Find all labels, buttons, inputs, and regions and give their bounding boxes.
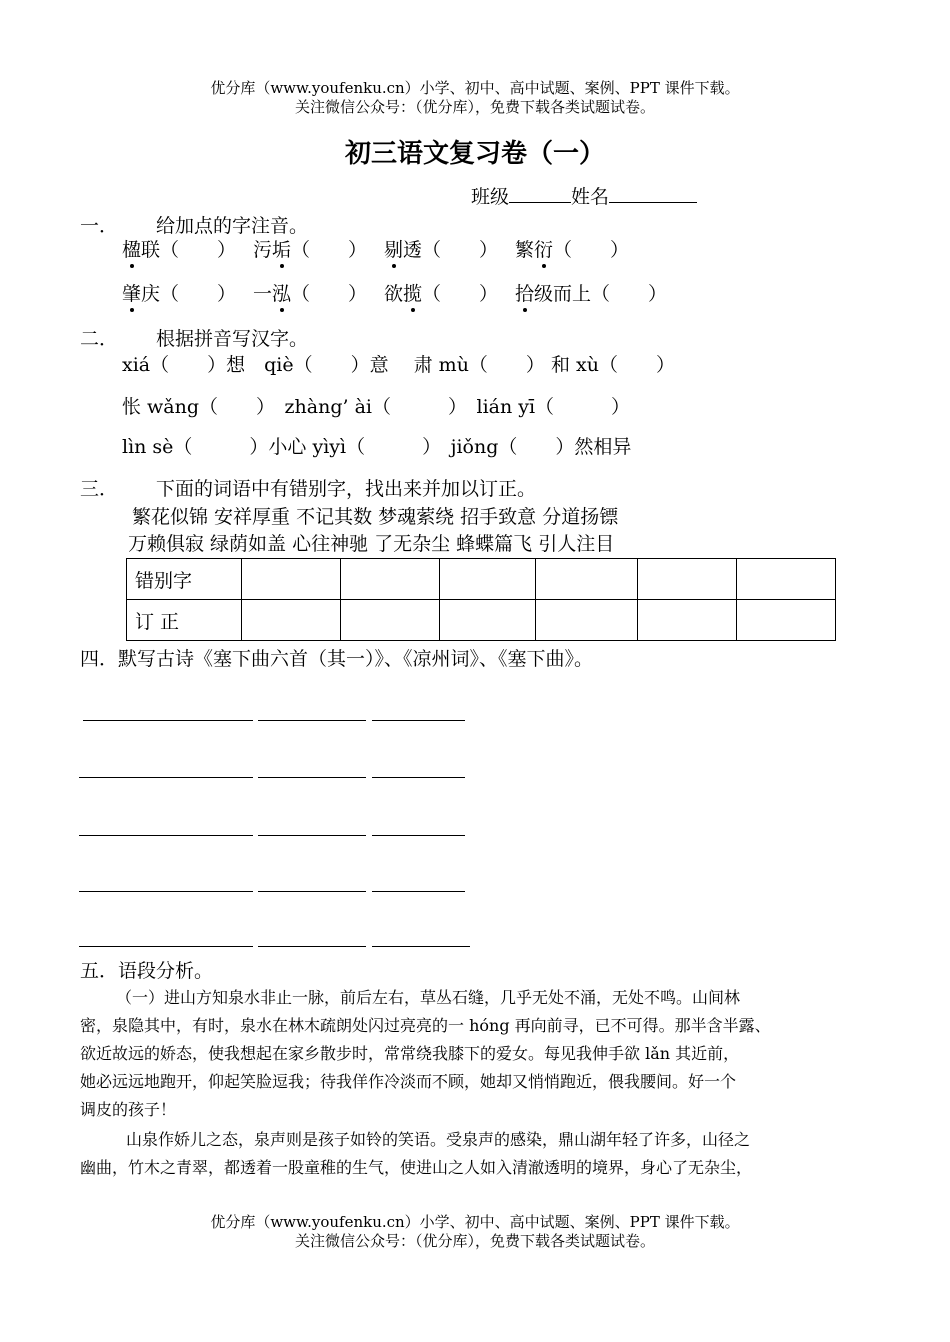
q1-item: 拾级而上（ ） (515, 283, 668, 305)
table-cell[interactable] (242, 600, 341, 641)
answer-line[interactable] (79, 835, 253, 836)
q3-prompt: 下面的词语中有错别字，找出来并加以订正。 (156, 478, 537, 500)
passage-line: 她必远远地跑开，仰起笑脸逗我；待我佯作冷淡而不顾，她却又悄悄跑近，偎我腰间。好一个 (80, 1072, 737, 1091)
answer-line[interactable] (79, 946, 253, 947)
table-row (127, 600, 836, 641)
class-blank[interactable] (509, 184, 571, 203)
q1-item: 楹联（ ） (122, 239, 237, 261)
table-cell[interactable] (440, 559, 536, 600)
table-row-label-wrong: 错别字 (127, 559, 242, 600)
q1-item: 剔透（ ） (384, 239, 499, 261)
answer-line[interactable] (258, 835, 366, 836)
q5-prompt: 五．语段分析。 (80, 960, 214, 982)
passage-line: 密，泉隐其中，有时，泉水在林木疏朗处闪过亮亮的一 hóng 再向前寻，已不可得。那半含半露、 (80, 1016, 771, 1035)
header-line-2: 关注微信公众号：（优分库），免费下载各类试题试卷。 (294, 98, 655, 116)
q1-item: 污垢（ ） (253, 239, 368, 261)
q2-row-2: 怅 wǎng（ ） zhàng’ ài（ ） lián yī（ ） (122, 396, 631, 418)
q1-item: 肇庆（ ） (122, 283, 237, 305)
q1-item: 欲揽（ ） (384, 283, 499, 305)
table-cell[interactable] (536, 559, 638, 600)
q2-row-1: xiá（ ）想 qiè（ ）意 肃 mù（ ） 和 xù（ ） (122, 354, 675, 376)
passage-line: 调皮的孩子！ (80, 1100, 177, 1119)
correction-table (126, 558, 836, 641)
table-cell[interactable] (536, 600, 638, 641)
q3-number: 三． (80, 478, 119, 500)
passage-line: 幽曲，竹木之青翠，都透着一股童稚的生气，使进山之人如入清澈透明的境界，身心了无杂尘， (80, 1158, 753, 1177)
answer-line[interactable] (258, 720, 366, 721)
q4-prompt: 四．默写古诗《塞下曲六首（其一）》、《凉州词》、《塞下曲》。 (80, 648, 594, 670)
name-blank[interactable] (609, 184, 697, 203)
q2-row-3: lìn sè（ ）小心 yìyì（ ） jiǒng（ ）然相异 (122, 436, 632, 458)
footer-line-2: 关注微信公众号：（优分库），免费下载各类试题试卷。 (294, 1232, 655, 1250)
table-cell[interactable] (638, 600, 737, 641)
table-cell[interactable] (638, 559, 737, 600)
table-cell[interactable] (737, 600, 836, 641)
table-cell[interactable] (341, 559, 440, 600)
q1-item: 繁衍（ ） (515, 239, 630, 261)
answer-line[interactable] (83, 720, 253, 721)
passage-line: （一）进山方知泉水非止一脉，前后左右，草丛石缝，几乎无处不涌，无处不鸣。山间林 (116, 988, 741, 1007)
table-cell[interactable] (341, 600, 440, 641)
answer-line[interactable] (258, 891, 366, 892)
class-label: 班级 (471, 186, 510, 208)
table-row-label-correct: 订 正 (127, 600, 242, 641)
answer-line[interactable] (258, 777, 366, 778)
q2-prompt: 根据拼音写汉字。 (156, 328, 309, 350)
class-name-line (471, 184, 697, 210)
answer-line[interactable] (258, 946, 366, 947)
table-cell[interactable] (737, 559, 836, 600)
answer-line[interactable] (372, 835, 465, 836)
answer-line[interactable] (79, 777, 253, 778)
q3-words-2: 万赖俱寂 绿荫如盖 心往神驰 了无杂尘 蜂蝶篇飞 引人注目 (128, 533, 615, 555)
q1-number: 一． (80, 215, 119, 237)
answer-line[interactable] (372, 720, 465, 721)
footer-line-1: 优分库（www.youfenku.cn）小学、初中、高中试题、案例、PPT 课件下载。 (210, 1213, 740, 1231)
q2-number: 二． (80, 328, 119, 350)
table-cell[interactable] (440, 600, 536, 641)
passage-line: 山泉作娇儿之态，泉声则是孩子如铃的笑语。受泉声的感染，鼎山湖年轻了许多，山径之 (126, 1130, 751, 1149)
answer-line[interactable] (372, 777, 465, 778)
answer-line[interactable] (79, 891, 253, 892)
table-cell[interactable] (242, 559, 341, 600)
answer-line[interactable] (372, 891, 465, 892)
answer-line[interactable] (372, 946, 470, 947)
passage-line: 欲近故远的娇态，使我想起在家乡散步时，常常绕我膝下的爱女。每见我伸手欲 lǎn 其近前， (80, 1044, 740, 1063)
header-line-1: 优分库（www.youfenku.cn）小学、初中、高中试题、案例、PPT 课件下载。 (210, 79, 740, 97)
q1-item: 一泓（ ） (253, 283, 368, 305)
q3-words-1: 繁花似锦 安祥厚重 不记其数 梦魂萦绕 招手致意 分道扬镖 (132, 506, 619, 528)
name-label: 姓名 (571, 186, 610, 208)
page-title: 初三语文复习卷（一） (344, 139, 605, 169)
table-row (127, 559, 836, 600)
q1-prompt: 给加点的字注音。 (156, 215, 309, 237)
